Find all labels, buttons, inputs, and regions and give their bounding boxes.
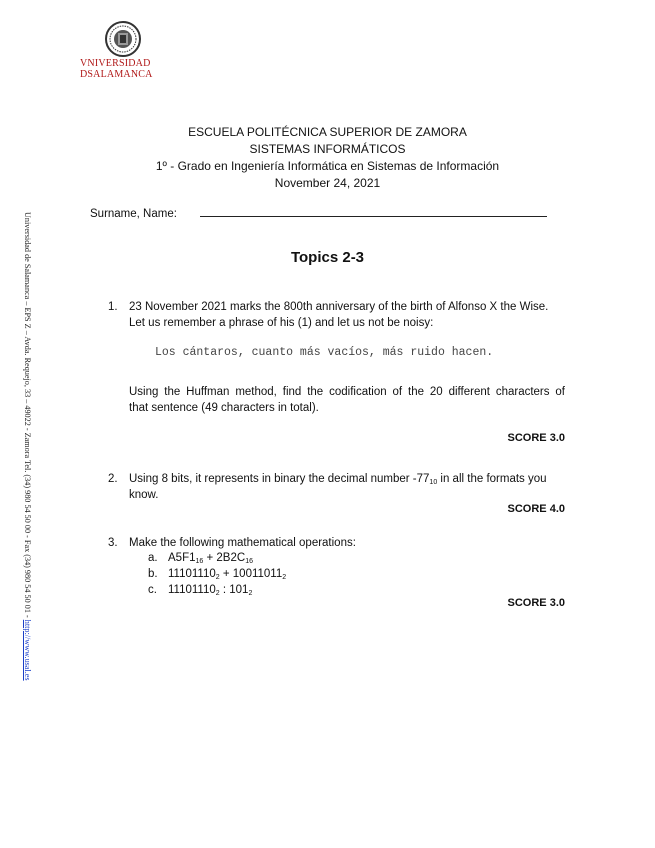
question-2-score: SCORE 4.0 xyxy=(507,503,565,515)
question-2-number: 2. xyxy=(108,473,118,485)
operation-b-right: 10011011 xyxy=(232,568,283,580)
university-line1: VNIVERSIDAD xyxy=(80,58,151,69)
university-logo xyxy=(80,20,170,86)
question-3-line1: Make the following mathematical operations: xyxy=(129,537,356,549)
department-name: SISTEMAS INFORMÁTICOS xyxy=(249,142,406,156)
operation-a-letter: a. xyxy=(148,552,158,564)
question-1-line1: 23 November 2021 marks the 800th anniversary of the birth of Alfonso X the Wise. xyxy=(129,301,549,313)
question-1-number: 1. xyxy=(108,301,118,313)
sidebar-address xyxy=(22,212,42,772)
operation-c-left: 11101110 xyxy=(168,584,216,596)
question-1-score: SCORE 3.0 xyxy=(507,432,565,444)
operation-b-right-base: 2 xyxy=(282,574,287,581)
operation-b-left: 11101110 xyxy=(168,568,216,580)
address-text: Universidad de Salamanca – EPS Z – Avda. Requejo, 33 – 49022 - Zamora Tel. (34) 980 54 50 00 - Fax (34) 980 54 50 01 - xyxy=(23,212,32,620)
operation-a-operator: + xyxy=(203,552,217,564)
university-name xyxy=(80,58,170,80)
operation-a-left-base: 16 xyxy=(195,558,204,565)
question-2-line2: know. xyxy=(129,489,159,501)
operation-c-right: 101 xyxy=(229,584,249,596)
question-2-text-a: Using 8 bits, it represents in binary the decimal number -77 xyxy=(129,473,430,485)
question-2-line1 xyxy=(129,471,547,491)
operation-c-operator: : xyxy=(219,584,230,596)
quote-text: Los cántaros, cuanto más vacíos, más ruido hacen. xyxy=(155,346,494,359)
operation-a-left: A5F1 xyxy=(168,552,196,564)
question-1-para-line1: Using the Huffman method, find the codification of the 20 different characters of xyxy=(129,386,565,398)
question-3-score: SCORE 3.0 xyxy=(507,597,565,609)
degree-name: 1º - Grado en Ingeniería Informática en Sistemas de Información xyxy=(155,159,500,173)
question-2-text-b: in all the formats you xyxy=(437,473,547,485)
base-subscript: 10 xyxy=(429,479,438,486)
exam-date: November 24, 2021 xyxy=(274,176,381,190)
school-name: ESCUELA POLITÉCNICA SUPERIOR DE ZAMORA xyxy=(188,125,467,139)
question-3-number: 3. xyxy=(108,537,118,549)
website-link[interactable]: http://www.usal.es xyxy=(23,619,32,681)
question-1-para-line2: that sentence (49 characters in total). xyxy=(129,402,319,414)
operation-c-right-base: 2 xyxy=(248,590,253,597)
surname-input-line[interactable] xyxy=(200,216,547,217)
operation-c-letter: c. xyxy=(148,584,157,596)
question-1-line2: Let us remember a phrase of his (1) and let us not be noisy: xyxy=(129,317,434,329)
sidebar-address-text xyxy=(23,212,32,681)
surname-label: Surname, Name: xyxy=(90,208,177,220)
university-seal-icon xyxy=(104,20,142,58)
operation-a-right: 2B2C xyxy=(216,552,246,564)
operation-c-left-base: 2 xyxy=(215,590,220,597)
page-title: Topics 2-3 xyxy=(290,249,365,266)
operation-c xyxy=(148,582,252,602)
operation-b-operator: + xyxy=(219,568,233,580)
operation-b-left-base: 2 xyxy=(215,574,220,581)
operation-a-right-base: 16 xyxy=(245,558,253,565)
university-line2: DSALAMANCA xyxy=(80,69,153,80)
operation-b-letter: b. xyxy=(148,568,158,580)
